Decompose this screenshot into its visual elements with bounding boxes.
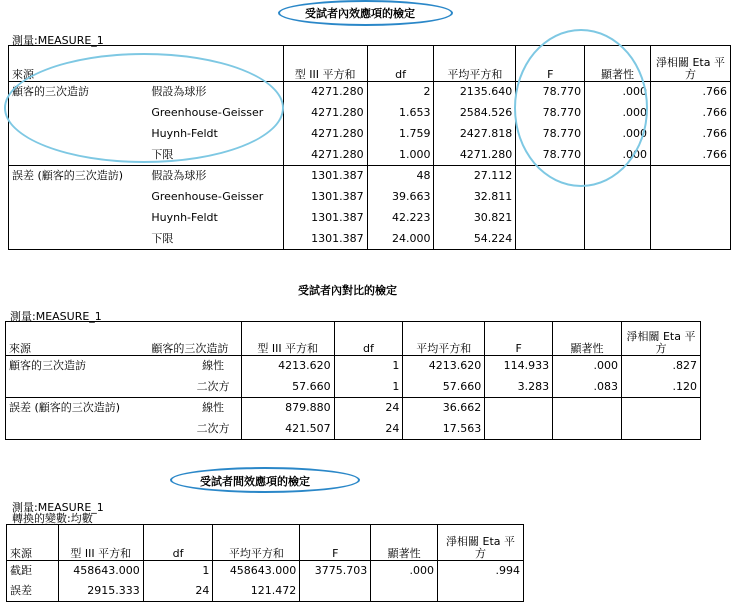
table2-header-factor: 顧客的三次造訪	[148, 322, 241, 356]
table3-header-ms: 平均平方和	[213, 525, 300, 561]
table3-header-f: F	[300, 525, 371, 561]
table1-header-source: 來源	[9, 46, 149, 82]
table1-header-ss: 型 III 平方和	[283, 46, 367, 82]
table3-header-eta: 淨相關 Eta 平 方	[438, 525, 524, 561]
table3-between-subjects-effects	[6, 524, 524, 602]
table1-header-ms: 平均平方和	[434, 46, 516, 82]
table3-title: 受試者間效應項的檢定	[200, 475, 310, 488]
table2-header-f: F	[485, 322, 553, 356]
table-row: Huynh-Feldt 4271.280 1.759 2427.818 78.770 .000 .766	[9, 124, 731, 145]
group-source-label: 誤差 (顧客的三次造訪)	[6, 398, 149, 419]
table-row: 顧客的三次造訪 線性 4213.620 1 4213.620 114.933 .000 .827	[6, 356, 701, 377]
table2-within-subjects-contrasts	[5, 321, 701, 440]
table-row: 下限 1301.387 24.000 54.224	[9, 229, 731, 250]
table3-header-ss: 型 III 平方和	[58, 525, 143, 561]
table2-header-ss: 型 III 平方和	[241, 322, 334, 356]
table2-title: 受試者內對比的檢定	[298, 284, 397, 297]
table1-title: 受試者內效應項的檢定	[305, 7, 415, 20]
group-source-label: 顧客的三次造訪	[9, 82, 149, 103]
table-row: 二次方 57.660 1 57.660 3.283 .083 .120	[6, 377, 701, 398]
table3-measure: 測量:MEASURE_1	[12, 501, 104, 514]
table1-header-eta: 淨相關 Eta 平 方	[650, 46, 730, 82]
table-row: Huynh-Feldt 1301.387 42.223 30.821	[9, 208, 731, 229]
table-row: 截距 458643.000 1 458643.000 3775.703 .000 .994	[7, 561, 524, 581]
table2-header-ms: 平均平方和	[403, 322, 485, 356]
table-row: 二次方 421.507 24 17.563	[6, 419, 701, 440]
table2-header-source: 來源	[6, 322, 149, 356]
table1-measure: 測量:MEASURE_1	[12, 34, 104, 47]
table3-variable: 轉換的變數:均數	[12, 512, 93, 525]
table-row: 下限 4271.280 1.000 4271.280 78.770 .000 .766	[9, 145, 731, 166]
table-row: 顧客的三次造訪 假設為球形 4271.280 2 2135.640 78.770 .000 .766	[9, 82, 731, 103]
table3-header-sig: 顯著性	[371, 525, 438, 561]
table1-within-subjects-effects	[8, 45, 731, 250]
table2-measure: 測量:MEASURE_1	[10, 310, 102, 323]
table2-header-sig: 顯著性	[553, 322, 622, 356]
table3-header-df: df	[143, 525, 213, 561]
table-row: 誤差 (顧客的三次造訪) 假設為球形 1301.387 48 27.112	[9, 166, 731, 187]
table1-header-sig: 顯著性	[585, 46, 651, 82]
table2-header-eta: 淨相關 Eta 平 方	[621, 322, 700, 356]
group-source-label: 誤差 (顧客的三次造訪)	[9, 166, 149, 187]
group-source-label: 顧客的三次造訪	[6, 356, 149, 377]
table2-header-df: df	[334, 322, 403, 356]
table1-header-f: F	[516, 46, 585, 82]
table-row: 誤差 (顧客的三次造訪) 線性 879.880 24 36.662	[6, 398, 701, 419]
table3-header-source: 來源	[7, 525, 59, 561]
table-row: Greenhouse-Geisser 1301.387 39.663 32.811	[9, 187, 731, 208]
table-row: Greenhouse-Geisser 4271.280 1.653 2584.526 78.770 .000 .766	[9, 103, 731, 124]
table1-header-df: df	[367, 46, 434, 82]
table-row: 誤差 2915.333 24 121.472	[7, 581, 524, 602]
